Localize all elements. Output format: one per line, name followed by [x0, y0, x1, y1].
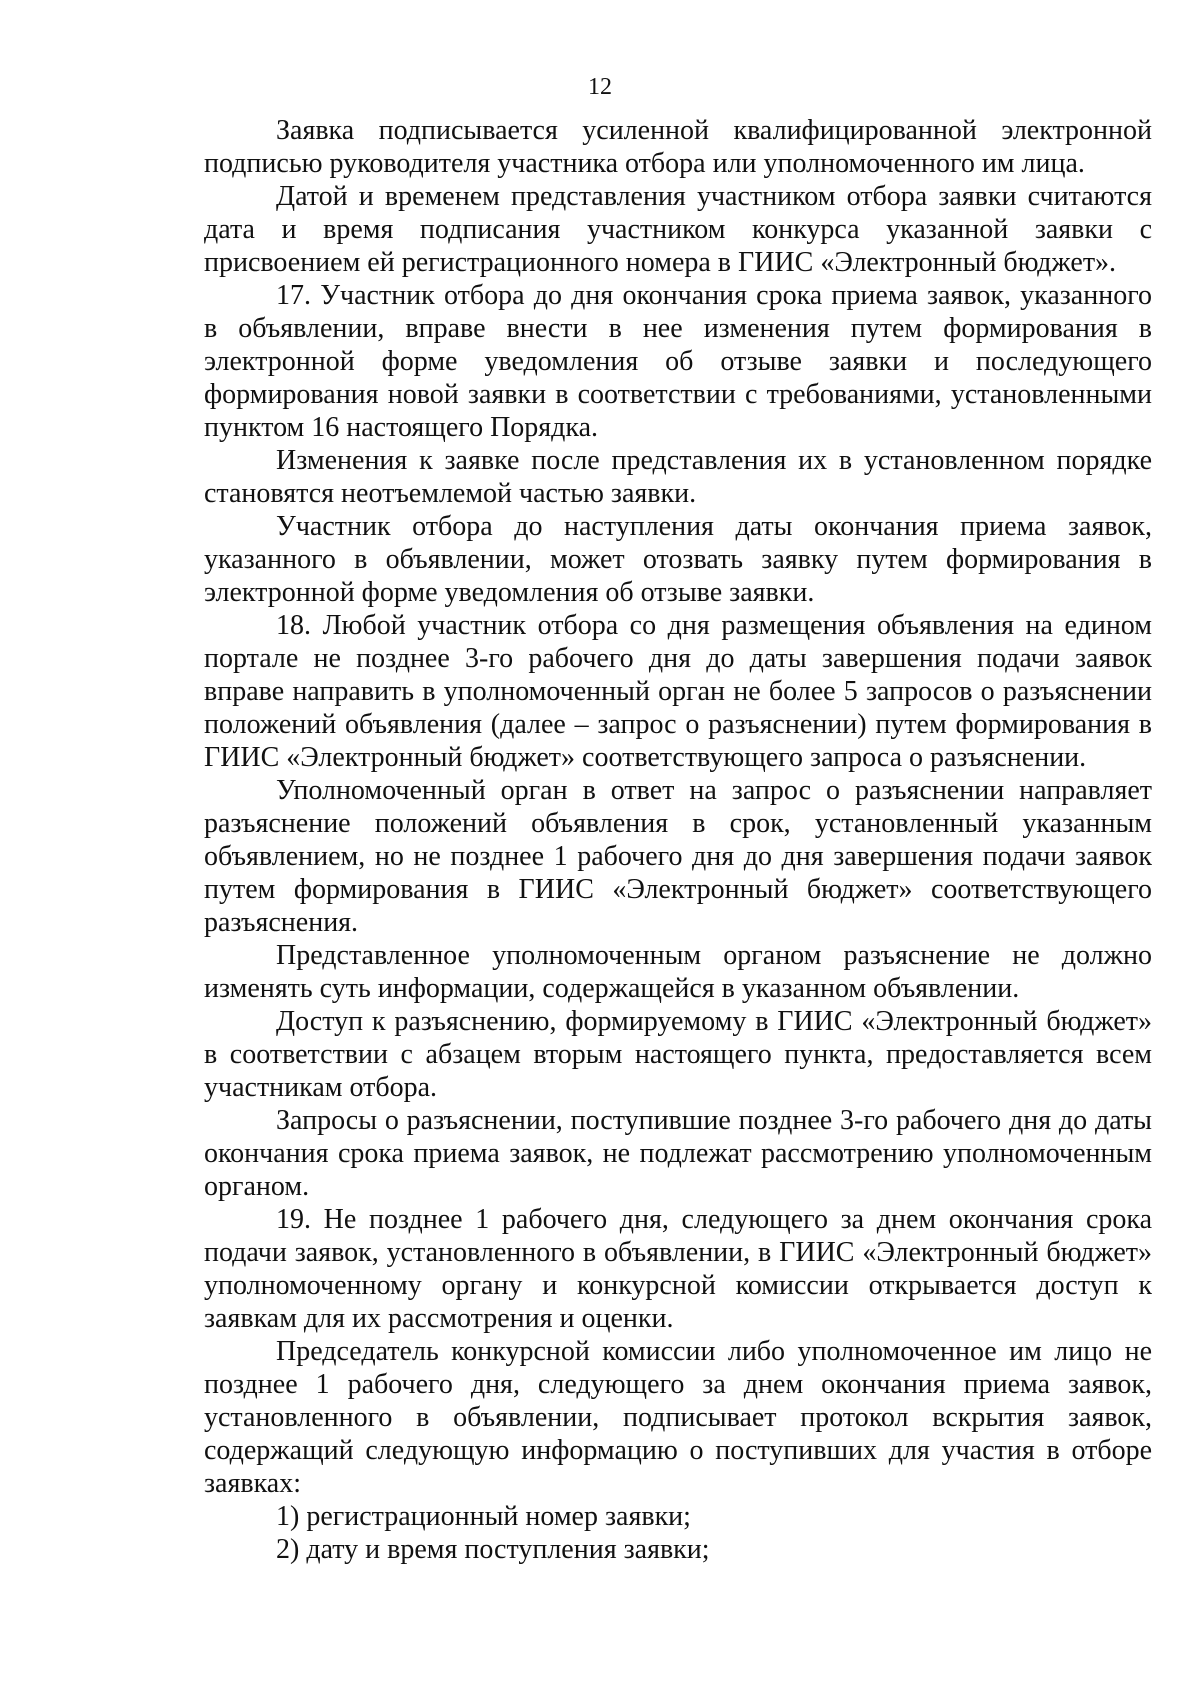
paragraph: Доступ к разъяснению, формируемому в ГИИС «Электронный бюджет» в соответствии с абзацем вторым настоящего пункта, предоставляется всем участникам отбора.	[204, 1006, 1152, 1103]
paragraph: Уполномоченный орган в ответ на запрос о разъяснении направляет разъяснение положений объявления в срок, установленный указанным объявлением, но не позднее 1 рабочего дня до дня завершения подачи заявок путем формирования в ГИИС «Электронный бюджет» соответствующего разъяснения.	[204, 775, 1152, 938]
paragraph: Председатель конкурсной комиссии либо уполномоченное им лицо не позднее 1 рабочего дня, следующего за днем окончания приема заявок, установленного в объявлении, подписывает протокол вскрытия заявок, содержащий следующую информацию о поступивших для участия в отборе заявках:	[204, 1336, 1152, 1499]
paragraph-18: 18. Любой участник отбора со дня размещения объявления на едином портале не позднее 3-го рабочего дня до даты завершения подачи заявок вправе направить в уполномоченный орган не более 5 запросов о разъяснении положений объявления (далее – запрос о разъяснении) путем формирования в ГИИС «Электронный бюджет» соответствующего запроса о разъяснении.	[204, 610, 1152, 773]
paragraph: Датой и временем представления участником отбора заявки считаются дата и время подписания участником конкурса указанной заявки с присвоением ей регистрационного номера в ГИИС «Электронный бюджет».	[204, 181, 1152, 278]
document-body	[204, 114, 1152, 1566]
paragraph: Представленное уполномоченным органом разъяснение не должно изменять суть информации, содержащейся в указанном объявлении.	[204, 940, 1152, 1004]
page-number: 12	[588, 74, 612, 100]
paragraph: Участник отбора до наступления даты окончания приема заявок, указанного в объявлении, может отозвать заявку путем формирования в электронной форме уведомления об отзыве заявки.	[204, 511, 1152, 608]
paragraph: Запросы о разъяснении, поступившие позднее 3-го рабочего дня до даты окончания срока приема заявок, не подлежат рассмотрению уполномоченным органом.	[204, 1105, 1152, 1202]
paragraph: Изменения к заявке после представления их в установленном порядке становятся неотъемлемой частью заявки.	[204, 445, 1152, 509]
list-item: 2) дату и время поступления заявки;	[276, 1534, 710, 1565]
paragraph-17: 17. Участник отбора до дня окончания срока приема заявок, указанного в объявлении, вправе внести в нее изменения путем формирования в электронной форме уведомления об отзыве заявки и последующего формирования новой заявки в соответствии с требованиями, установленными пунктом 16 настоящего Порядка.	[204, 280, 1152, 443]
paragraph-19: 19. Не позднее 1 рабочего дня, следующего за днем окончания срока подачи заявок, установленного в объявлении, в ГИИС «Электронный бюджет» уполномоченному органу и конкурсной комиссии открывается доступ к заявкам для их рассмотрения и оценки.	[204, 1204, 1152, 1334]
paragraph: Заявка подписывается усиленной квалифицированной электронной подписью руководителя участника отбора или уполномоченного им лица.	[204, 115, 1152, 179]
list-item: 1) регистрационный номер заявки;	[276, 1501, 691, 1532]
